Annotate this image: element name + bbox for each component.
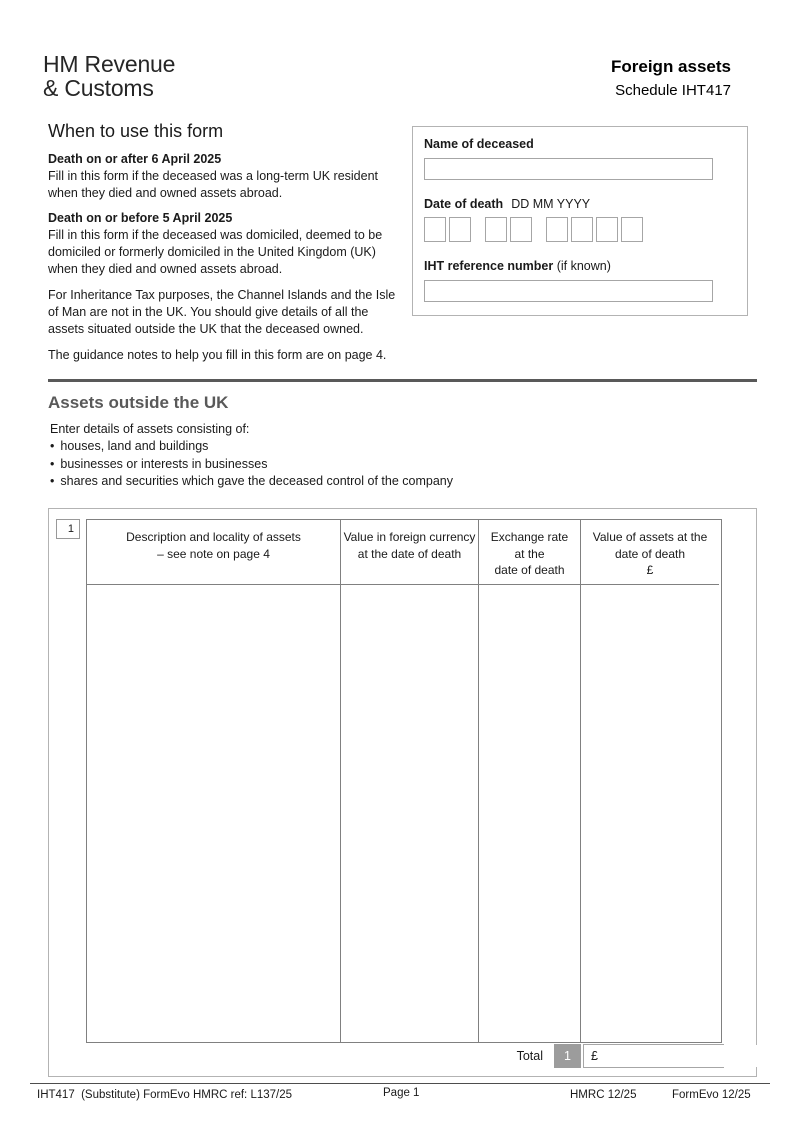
exchange-rate-entry-cell[interactable] xyxy=(479,585,581,1042)
when-to-use-section xyxy=(48,120,396,372)
total-label: Total xyxy=(516,1049,543,1063)
subheading-before-april: Death on or before 5 April 2025 xyxy=(48,211,233,225)
description-entry-cell[interactable] xyxy=(87,585,341,1042)
paragraph-channel-islands: For Inheritance Tax purposes, the Channel Islands and the Isle of Man are not in the UK. You should give details of all the assets situated outside the UK that the deceased owned. xyxy=(48,288,396,336)
footer-formevo-version: FormEvo 12/25 xyxy=(672,1089,751,1101)
year-group xyxy=(546,217,643,242)
subheading-after-april: Death on or after 6 April 2025 xyxy=(48,152,222,166)
footer-form-reference: IHT417 (Substitute) FormEvo HMRC ref: L137/25 xyxy=(37,1089,293,1101)
iht-reference-label: IHT reference number (if known) xyxy=(424,259,611,273)
date-box-year-2[interactable] xyxy=(571,217,593,242)
date-box-year-4[interactable] xyxy=(621,217,643,242)
column-header-exchange-rate: Exchange rate at the date of death xyxy=(479,520,581,585)
assets-section-heading: Assets outside the UK xyxy=(48,393,229,412)
column-header-value-gbp: Value of assets at the date of death £ xyxy=(581,520,719,585)
bullet-item: • businesses or interests in businesses xyxy=(50,456,453,473)
item-number-box: 1 xyxy=(56,519,80,539)
assets-section-intro: Enter details of assets consisting of: xyxy=(50,422,250,436)
bullet-item: • houses, land and buildings xyxy=(50,438,453,455)
iht-reference-input[interactable] xyxy=(424,280,713,302)
name-of-deceased-input[interactable] xyxy=(424,158,713,180)
name-of-deceased-label: Name of deceased xyxy=(424,137,534,151)
hmrc-logo xyxy=(43,53,175,100)
logo-line-1: HM Revenue xyxy=(43,51,176,77)
form-title: Foreign assets xyxy=(611,57,731,76)
month-group xyxy=(485,217,532,242)
footer-divider-line xyxy=(30,1083,770,1084)
total-row xyxy=(49,1044,724,1068)
assets-bullet-list xyxy=(50,438,453,491)
date-box-month-2[interactable] xyxy=(510,217,532,242)
date-box-day-2[interactable] xyxy=(449,217,471,242)
total-field xyxy=(583,1044,724,1068)
deceased-details-box xyxy=(412,126,748,316)
document-title-block xyxy=(611,57,731,99)
assets-table-container xyxy=(48,508,757,1077)
value-gbp-entry-cell[interactable] xyxy=(581,585,719,1042)
section-divider-rule xyxy=(48,379,757,382)
column-header-description: Description and locality of assets – see note on page 4 xyxy=(87,520,341,585)
date-box-year-1[interactable] xyxy=(546,217,568,242)
date-of-death-label: Date of death DD MM YYYY xyxy=(424,197,591,211)
column-header-foreign-currency: Value in foreign currency at the date of death xyxy=(341,520,479,585)
date-format-hint: DD MM YYYY xyxy=(511,197,591,211)
date-of-death-boxes xyxy=(424,217,736,242)
paragraph-before-april: Fill in this form if the deceased was domiciled, deemed to be domiciled or formerly domiciled in the United Kingdom (UK) when they died and owned assets abroad. xyxy=(48,228,383,276)
intro-heading: When to use this form xyxy=(48,121,224,141)
total-box-number: 1 xyxy=(554,1044,581,1068)
footer-page-number: Page 1 xyxy=(383,1087,420,1099)
paragraph-guidance-notes: The guidance notes to help you fill in this form are on page 4. xyxy=(48,348,387,362)
date-box-year-3[interactable] xyxy=(596,217,618,242)
total-value-input[interactable] xyxy=(598,1045,767,1067)
footer-hmrc-version: HMRC 12/25 xyxy=(570,1089,637,1101)
bullet-item: • shares and securities which gave the deceased control of the company xyxy=(50,473,453,490)
day-group xyxy=(424,217,471,242)
date-box-month-1[interactable] xyxy=(485,217,507,242)
form-subtitle: Schedule IHT417 xyxy=(615,82,731,99)
assets-table xyxy=(86,519,722,1043)
foreign-currency-entry-cell[interactable] xyxy=(341,585,479,1042)
date-box-day-1[interactable] xyxy=(424,217,446,242)
logo-line-2: & Customs xyxy=(43,74,154,101)
paragraph-after-april: Fill in this form if the deceased was a long-term UK resident when they died and owned assets abroad. xyxy=(48,169,378,200)
pound-symbol: £ xyxy=(591,1049,598,1063)
